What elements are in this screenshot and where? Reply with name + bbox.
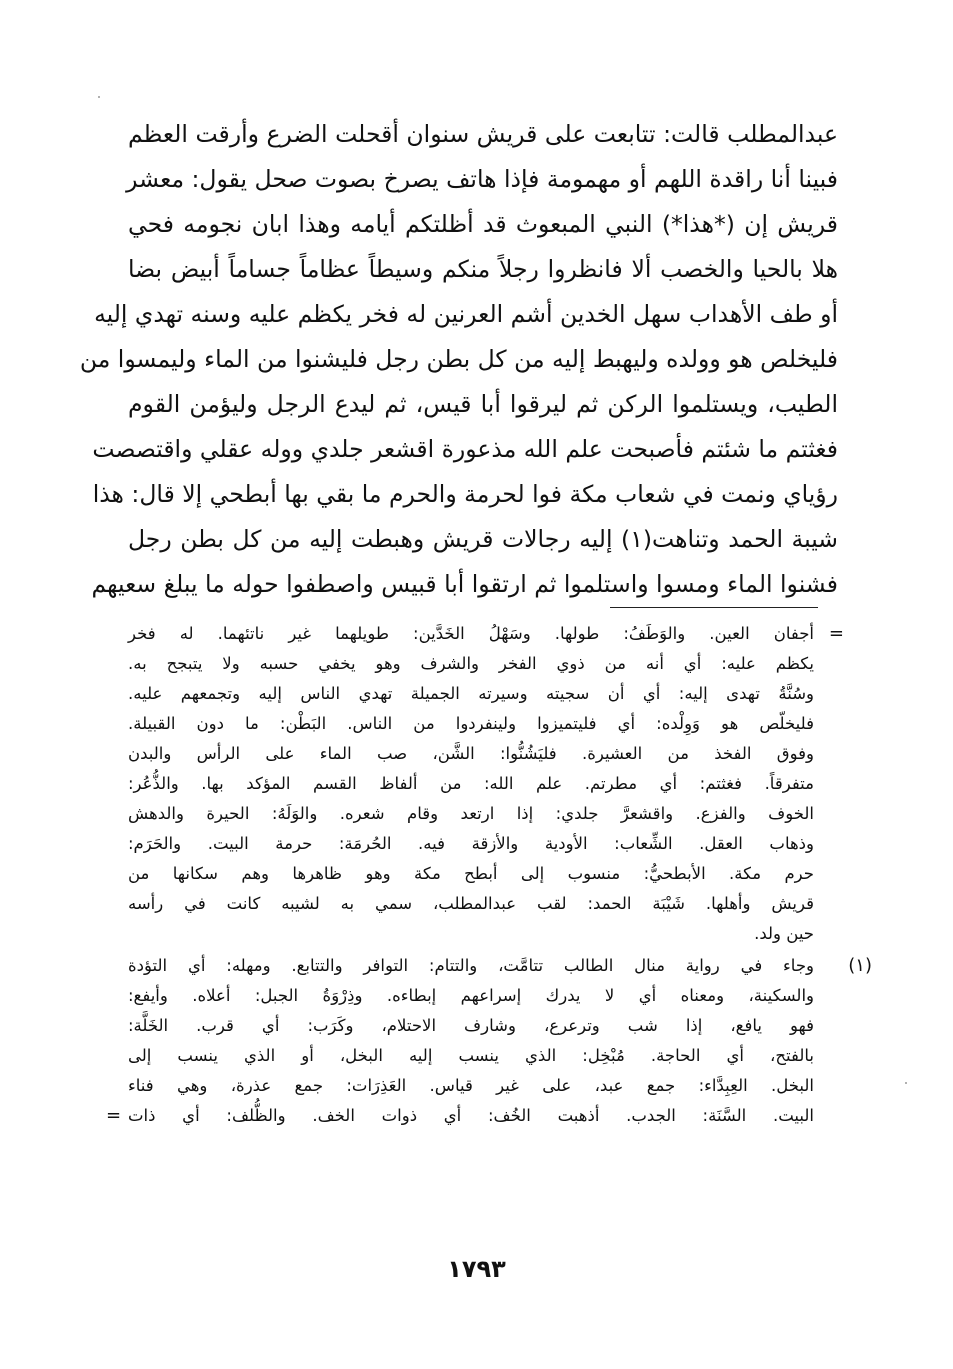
main-text-line: شيبة الحمد وتناهت(١) إليه رجالات قريش وهبطت إليه من كل بطن رجل — [128, 525, 839, 553]
footnote-line: فليخلّص هو وَوِلْده: أي فليتميزوا ولينفردوا من الناس. البَطْن: ما دون القبيلة. — [128, 714, 814, 733]
footnote-line: وجاء في رواية منال الطالب تتامَّت، والتتام: التوافر والتتابع. ومهله: أي التؤدة — [128, 956, 814, 975]
footnote-line: وسُنَّةُ تهدى إليه: أي أن سجيته وسيرته الجميلة تهدي الناس إليه وتجمعهم عليه. — [128, 684, 814, 703]
main-text-line: الطيب، ويستلموا الركن ثم ليرقوا أبا قيس، ثم ليدع الرجل وليؤمن القوم — [128, 390, 838, 418]
footnote-line: وفوق الفخذ من العشيرة. فليَشُنُّوا: الشَّن، صب الماء على الرأس والبدن — [128, 744, 814, 763]
footnote-line: الخوف والفزع. واقشعرَّ جلدي: إذا ارتعد وقام شعره. والوَلَهُ: الحيرة والدهش — [128, 804, 814, 823]
footnotes — [106, 619, 872, 1133]
main-text-line: أو طف الأهداب سهل الخدين أشم العرنين له فخر يكظم عليه وسنه تهدي إليه — [94, 300, 838, 328]
footnote-number: (١) — [848, 955, 872, 976]
footnote-line: فهو يافع، إذا شب وترعرع، وشارف الاحتلام، وكَرَب: أي قرب. الخَلَّة: — [128, 1016, 814, 1035]
footnote-line: وذهاب العقل. الشِّعاب: الأودية والأزقة فيه. الحُرمَة: حرمة البيت. والحَرَم: — [128, 834, 814, 853]
footnote-line: حين ولد. — [754, 924, 814, 943]
footnote-1 — [106, 951, 872, 1131]
footnote-line: بالفتح، أي الحاجة. مُبْخِل: الذي ينسب إليه البخل، أو الذي ينسب إلى — [128, 1046, 814, 1065]
main-text-line: رؤياي ونمت في شعاب مكة فوا لحرمة والحرم ما بقي بها أبطحي إلا قال: هذا — [92, 480, 838, 508]
footnote-separator — [610, 607, 818, 608]
scan-speck — [98, 96, 100, 98]
main-text-line: فغثتم ما شئتم فأصبحت علم الله مذعورة اقشعر جلدي ووله عقلي واقتصصت — [92, 435, 838, 463]
footnote-line: يكظم عليه: أي أنه من ذوي الفخر والشرف وهو يخفي حسبه ولا يتبجح به. — [128, 654, 814, 673]
footnote-line: حرم مكة. الأبطحيُّ: منسوب إلى أبطح مكة وهو ظاهرها وهم سكانها من — [128, 864, 814, 883]
main-text-line: هلا بالحيا والخصب ألا فانظروا رجلاً منكم وسيطاً عظاماً جساماً أبيض بضا — [128, 255, 838, 283]
footnote-line: متفرقاً. فغثتم: أي مطرتم. علم الله: من ألفاظ القسم المؤكد بها. والذُّعُر: — [128, 774, 814, 793]
footnote-line: أجفان العين. والوَطَفُ: طولها. وسَهْلُ الخَدَّين: طويلهما غير ناتئهما. له فخر — [128, 624, 814, 643]
scan-speck — [905, 1082, 907, 1084]
footnote-line: البخل. العِبِدَّاء: جمع عبد، على غير قياس. العَذِرَات: جمع عذرة، وهي فناء — [128, 1076, 814, 1095]
main-text-line: فليخلص هو وولده وليهبط إليه من كل بطن رجل فليشنوا من الماء وليمسوا من — [79, 345, 838, 373]
footnote-line: والسكينة، ومعناه أي لا يدرك إسراعهم إبطاءه. وذِرْوَةُ الجبل: أعلاه. وأيفع: — [128, 986, 814, 1005]
main-text-line: عبدالمطلب قالت: تتابعت على قريش سنوان أقحلت الضرع وأرقت العظم — [128, 120, 838, 148]
main-text — [79, 112, 839, 607]
main-text-line: قريش إن (*هذا*) النبي المبعوث قد أظلتكم أيامه وهذا ابان نجومه فحي — [128, 210, 838, 238]
page-number: ١٧٩٣ — [447, 1255, 506, 1283]
continues-marker: = — [106, 1105, 122, 1126]
footnote-line: البيت. السَّنَة: الجدب. أذهبت الخُف: أي ذوات الخف. والظُّلف: أي ذات — [128, 1106, 814, 1125]
footnote-continued — [128, 619, 844, 949]
footnote-line: قريش وأهلها. شَيْبَة الحمد: لقب عبدالمطلب، سمي به لشيبه كانت في رأسه — [128, 894, 814, 913]
main-text-line: فبينا أنا راقدة اللهم أو مهمومة فإذا هاتف يصرخ بصوت صحل يقول: معشر — [126, 165, 838, 193]
main-text-line: فشنوا الماء ومسوا واستلموا ثم ارتقوا أبا قبيس واصطفوا حوله ما يبلغ سعيهم — [91, 570, 838, 598]
continuation-marker: = — [828, 623, 844, 644]
